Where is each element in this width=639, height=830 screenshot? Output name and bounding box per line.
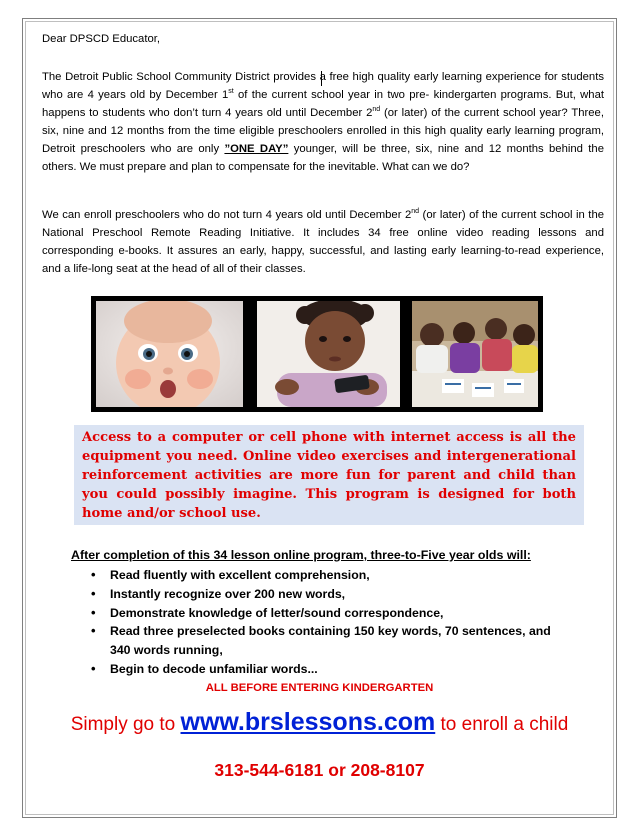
enroll-text-2: (or later) of the current school in the National Preschool Remote Reading Initiative. It includes 34 free online video reading lessons and corresponding e-books. It assures an early, happy, successful, and lasting early learning-to-read experience, and a life-long seat at the head of all of their classes. [42, 209, 605, 275]
enroll-line [0, 708, 639, 737]
girl-with-phone-photo [257, 301, 400, 407]
outcomes-heading: After completion of this 34 lesson online program, three-to-Five year olds will: [71, 548, 531, 562]
outcomes-list [89, 566, 569, 679]
enroll-suffix: to enroll a child [435, 714, 569, 735]
one-day-emphasis: ”ONE DAY” [224, 143, 289, 155]
intro-text-1: The Detroit Public School Community District provides a free high quality early learning experience for students who are 4 years old by December 1 [42, 71, 604, 101]
greeting: Dear DPSCD Educator, [42, 33, 161, 45]
intro-text-3: (or later) of the current school year? Three, six, nine and 12 months from the time eligible preschoolers enrolled in this high quality early learning program, Detroit preschoolers who are only [42, 107, 604, 155]
enroll-paragraph [42, 206, 604, 278]
list-item: • Read fluently with excellent comprehension, [89, 566, 569, 585]
enroll-prefix: Simply go to [70, 714, 181, 735]
intro-paragraph [42, 68, 604, 176]
list-item: • Read three preselected books containing 150 key words, 70 sentences, and 340 words running, [89, 622, 569, 660]
surprised-baby-photo [96, 301, 243, 407]
photo-strip [91, 296, 543, 412]
children-learning-photo [412, 301, 538, 407]
ordinal-suffix: st [228, 88, 234, 96]
list-item: • Instantly recognize over 200 new words, [89, 585, 569, 604]
intro-text-2: of the current school year in two pre- kindergarten programs. But, what happens to students who don’t turn 4 years old until December 2 [42, 89, 604, 119]
list-item: • Begin to decode unfamiliar words... [89, 660, 569, 679]
kindergarten-tagline: ALL BEFORE ENTERING KINDERGARTEN [205, 682, 434, 694]
phone-numbers: 313-544-6181 or 208-8107 [214, 760, 425, 780]
enroll-text-1: We can enroll preschoolers who do not turn 4 years old until December 2 [42, 209, 412, 221]
ordinal-suffix: nd [372, 106, 381, 114]
ordinal-suffix: nd [411, 208, 420, 216]
brslessons-link[interactable]: www.brslessons.com [180, 708, 436, 736]
list-item: • Demonstrate knowledge of letter/sound correspondence, [89, 604, 569, 623]
equipment-callout: Access to a computer or cell phone with internet access is all the equipment you need. Online video exercises and intergenerational reinforcement activities are more fun for parent and child than you could possibly imagine. This program is designed for both home and/or school use. [74, 425, 584, 525]
intro-text-4: younger, will be three, six, nine and 12 months behind the others. We must prepare and plan to compensate for the inevitable. What can we do? [42, 143, 604, 173]
